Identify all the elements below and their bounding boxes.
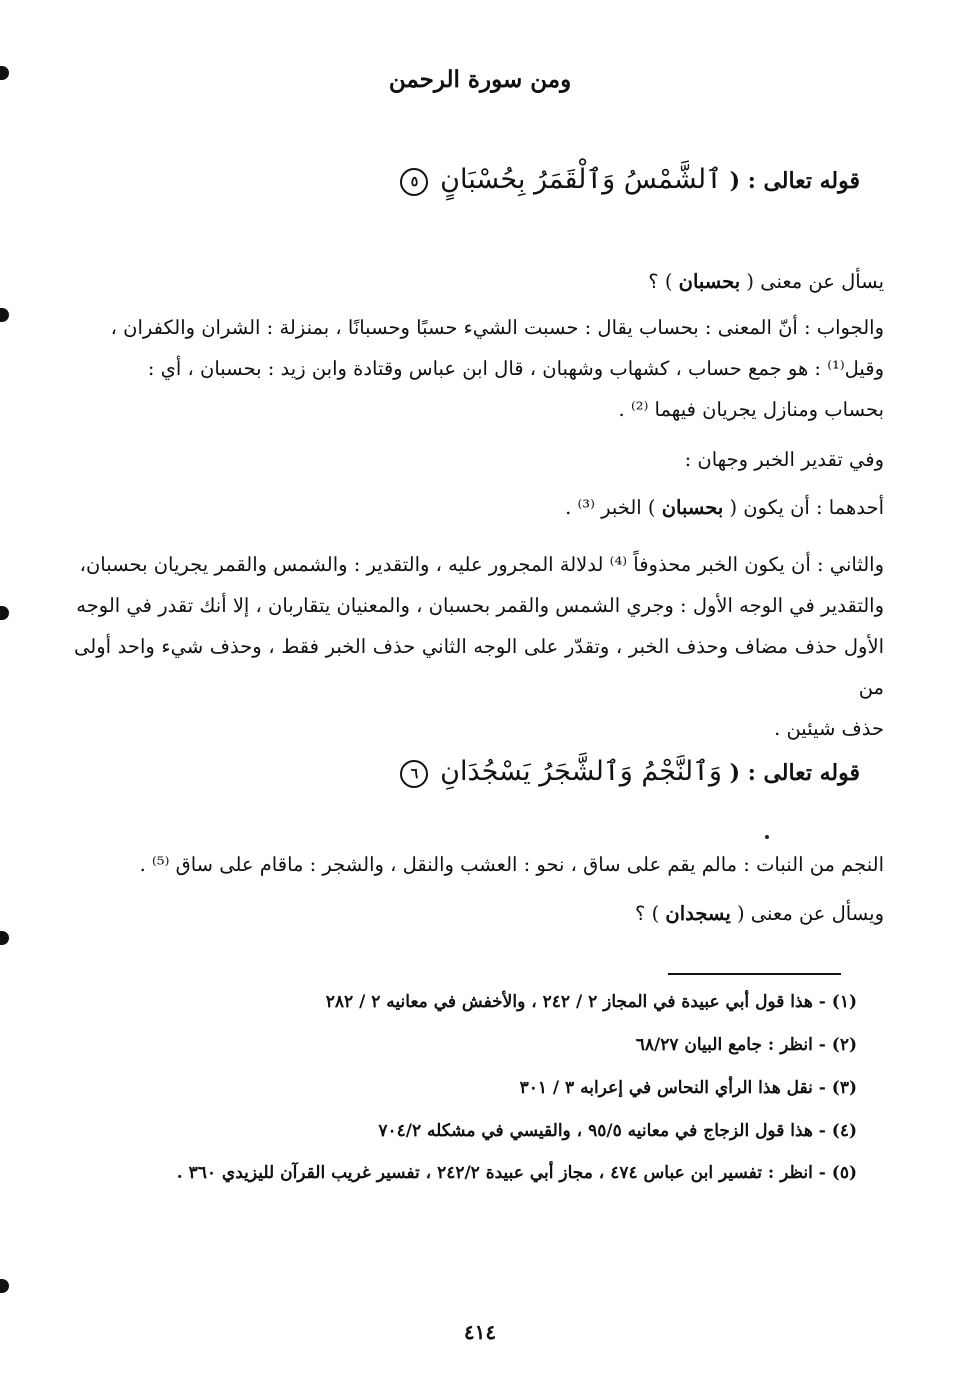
question-keyword: بحسبان (678, 270, 741, 293)
first-option (565, 496, 884, 519)
ayah-number-marker: ٦ (400, 760, 428, 788)
paragraph-line: والثاني : أن يكون الخبر محذوفاً ⁽⁴⁾ لدلالة المجرور عليه ، والتقدير : والشمس والقمر يجريان بحسبان، (79, 553, 884, 576)
verse-intro: قوله تعالى : ( (729, 760, 860, 786)
verse-intro: قوله تعالى : ( (729, 168, 860, 194)
second-option-paragraph (74, 544, 884, 749)
scan-speck (765, 835, 769, 839)
verse-heading (100, 756, 860, 788)
footnote-5: (٥) - انظر : تفسير ابن عباس ٤٧٤ ، مجاز أبي عبيدة ٢٤٢/٢ ، تفسير غريب القرآن لليزيدي ٣٦٠ . (176, 1163, 857, 1183)
ayah-number-marker: ٥ (400, 168, 428, 196)
paragraph-line: الأول حذف مضاف وحذف الخبر ، وتقدّر على الوجه الثاني حذف الخبر فقط ، وحذف شيء واحد أولى من (74, 635, 884, 699)
first-option-keyword: بحسبان (661, 496, 724, 519)
verse-text: وَٱلنَّجْمُ وَٱلشَّجَرُ يَسْجُدَانِ (440, 756, 722, 787)
binding-hole (0, 308, 9, 322)
question-keyword: يسجدان (665, 902, 731, 925)
binding-hole (0, 1279, 9, 1293)
binding-hole (0, 606, 9, 620)
verse-heading (100, 164, 860, 196)
paragraph-line: والتقدير في الوجه الأول : وجري الشمس والقمر بحسبان ، والمعنيان يتقاربان ، إلا أنك تقدر في الوجه (76, 594, 884, 617)
answer-line: بحساب ومنازل يجريان فيهما ⁽²⁾ . (618, 398, 884, 421)
answer-line: والجواب : أنّ المعنى : بحساب يقال : حسبت الشيء حسبًا وحسبانًا ، بمنزلة : الشران والكفران ، (110, 316, 884, 339)
question-line (648, 270, 884, 293)
verse-text: ٱلشَّمْسُ وَٱلْقَمَرُ بِحُسْبَانٍ (440, 164, 722, 195)
question-text-end: ) ؟ (648, 270, 673, 293)
first-option-text-end: ) الخبر ⁽³⁾ . (565, 496, 656, 519)
answer-paragraph (74, 307, 884, 430)
footnote-4: (٤) - هذا قول الزجاج في معانيه ٩٥/٥ ، والقيسي في مشكله ٧٠٤/٢ (378, 1121, 857, 1141)
paragraph-line: حذف شيئين . (774, 717, 884, 740)
khabar-intro: وفي تقدير الخبر وجهان : (684, 448, 884, 471)
answer-line: وقيل⁽¹⁾ : هو جمع حساب ، كشهاب وشهبان ، قال ابن عباس وقتادة وابن زيد : بحسبان ، أي : (147, 357, 884, 380)
footnote-2: (٢) - انظر : جامع البيان ٦٨/٢٧ (635, 1035, 857, 1055)
question-text-end: ) ؟ (635, 902, 660, 925)
page-title: ومن سورة الرحمن (388, 66, 572, 93)
najm-definition: النجم من النبات : مالم يقم على ساق ، نحو : العشب والنقل ، والشجر : ماقام على ساق ⁽⁵⁾ . (139, 853, 884, 876)
question-line (635, 902, 884, 925)
binding-hole (0, 931, 9, 945)
question-text: ويسأل عن معنى ( (736, 902, 884, 925)
footnote-1: (١) - هذا قول أبي عبيدة في المجاز ٢ / ٢٤٢ ، والأخفش في معانيه ٢ / ٢٨٢ (325, 992, 857, 1012)
page-number: ٤١٤ (463, 1320, 497, 1344)
footnote-separator (668, 973, 841, 975)
question-text: يسأل عن معنى ( (746, 270, 884, 293)
footnote-3: (٣) - نقل هذا الرأي النحاس في إعرابه ٣ / ٣٠١ (519, 1078, 857, 1098)
first-option-text: أحدهما : أن يكون ( (729, 496, 884, 519)
